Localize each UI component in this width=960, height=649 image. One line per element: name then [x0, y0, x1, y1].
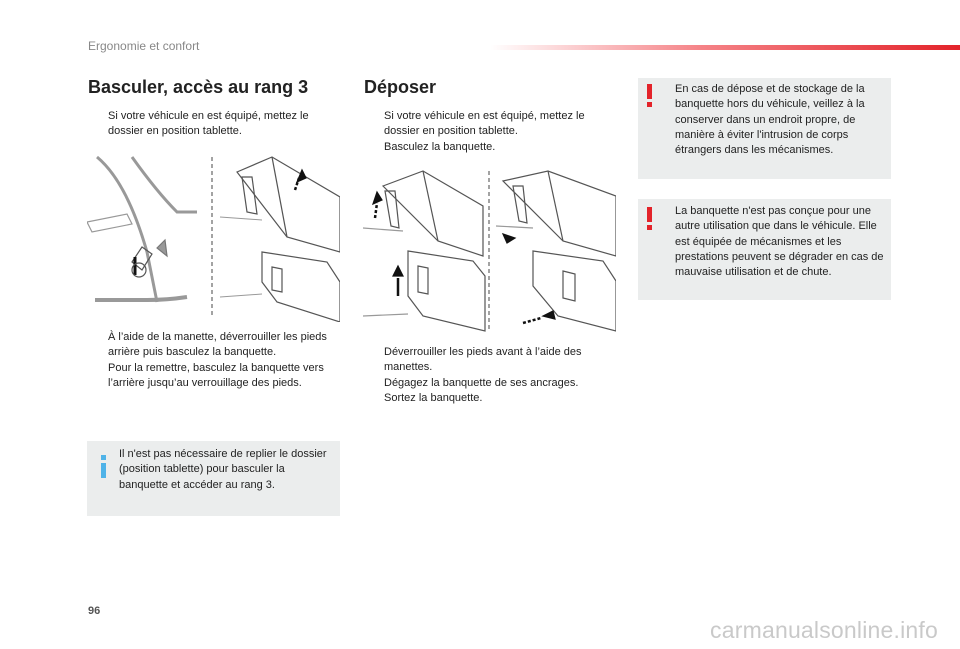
middle-intro-list [364, 109, 614, 155]
list-item [364, 345, 614, 376]
warning-text: En cas de dépose et de stockage de la banquette hors du véhicule, veillez à la conserver dans un endroit propre, de manière à éviter l'intrusion de corps étrangers dans les mécanismes. [675, 83, 865, 157]
info-box [87, 441, 340, 516]
list-item [364, 376, 614, 391]
warning-icon [647, 207, 653, 229]
list-item-text: Si votre véhicule en est équipé, mettez le dossier en position tablette. [108, 110, 309, 138]
section-header: Ergonomie et confort [88, 39, 200, 53]
seat-removal-illustration [363, 166, 616, 336]
list-item-text: Pour la remettre, basculez la banquette vers l’arrière jusqu’au verrouillage des pieds. [108, 361, 324, 389]
left-column-title: Basculer, accès au rang 3 [88, 77, 309, 97]
left-illustration [87, 152, 340, 322]
list-item-text: Si votre véhicule en est équipé, mettez le dossier en position tablette. [384, 110, 585, 138]
warning-box [638, 78, 891, 179]
info-text: Il n'est pas nécessaire de replier le dossier (position tablette) pour basculer la banquette et accéder au rang 3. [119, 448, 327, 491]
list-item [364, 109, 614, 140]
header-accent-bar [490, 45, 960, 50]
list-item [364, 391, 614, 406]
page-number: 96 [88, 605, 101, 617]
list-item-text: Déverrouiller les pieds avant à l’aide des manettes. [384, 346, 582, 374]
list-item [364, 140, 614, 155]
middle-steps-list [364, 345, 614, 406]
warning-icon [647, 84, 653, 106]
left-intro-list [88, 109, 338, 140]
seat-tilt-illustration [87, 152, 340, 322]
list-item-text: À l’aide de la manette, déverrouiller les pieds arrière puis basculez la banquette. [108, 331, 327, 359]
watermark: carmanualsonline.info [710, 617, 938, 643]
list-item [88, 330, 338, 361]
warning-text: La banquette n'est pas conçue pour une autre utilisation que dans le véhicule. Elle est équipée de mécanismes et les prestations peuvent se dégrader en cas de mauvaise utilisation et de chute. [675, 205, 884, 279]
warning-box [638, 199, 891, 300]
list-item-text: Dégagez la banquette de ses ancrages. [384, 376, 579, 389]
list-item [88, 109, 338, 140]
info-icon [101, 455, 107, 479]
list-item [88, 361, 338, 392]
left-steps-list [88, 330, 338, 391]
list-item-text: Basculez la banquette. [384, 140, 496, 153]
middle-column-title: Déposer [364, 77, 437, 97]
list-item-text: Sortez la banquette. [384, 391, 483, 404]
middle-illustration [363, 166, 616, 336]
